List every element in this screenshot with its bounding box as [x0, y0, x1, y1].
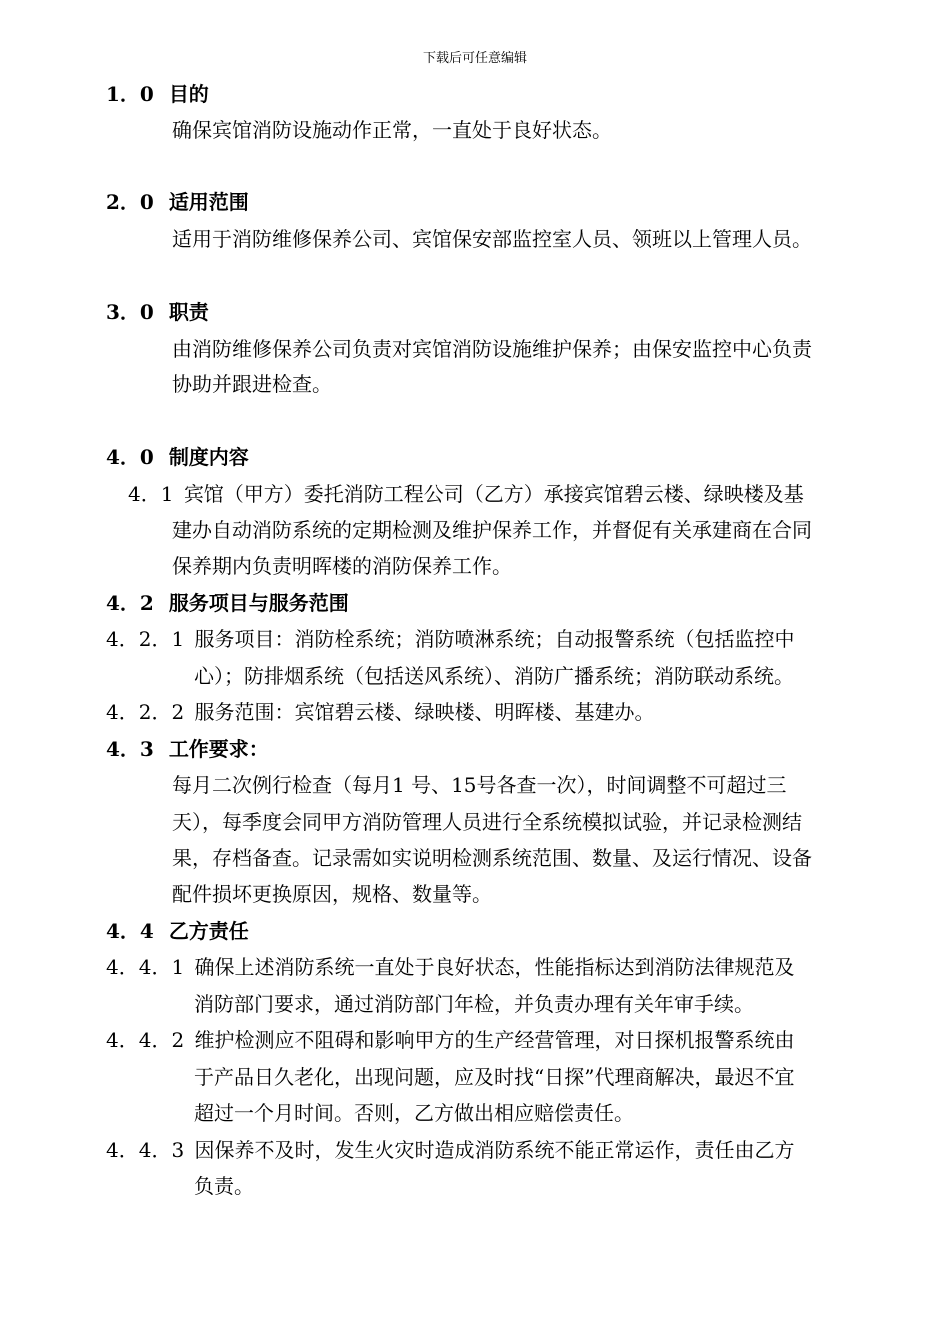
body-text: 每月二次例行检查（每月1 号、15号各查一次），时间调整不可超过三	[172, 773, 787, 797]
section-number: 2．0	[106, 190, 154, 214]
clause-text: 确保上述消防系统一直处于良好状态，性能指标达到消防法律规范及	[194, 955, 795, 979]
section-heading-4-3	[106, 735, 269, 763]
body-text: 配件损坏更换原因，规格、数量等。	[172, 882, 492, 906]
section-heading-4-2	[106, 589, 349, 617]
clause-4-4-1	[106, 953, 795, 981]
section-number: 4．0	[106, 445, 154, 469]
section-title: 乙方责任	[168, 919, 249, 943]
section-heading-4-4	[106, 917, 249, 945]
clause-4-2-2	[106, 698, 655, 726]
section-title: 适用范围	[168, 190, 249, 214]
body-text: 由消防维修保养公司负责对宾馆消防设施维护保养；由保安监控中心负责	[172, 337, 812, 361]
body-text: 适用于消防维修保养公司、宾馆保安部监控室人员、领班以上管理人员。	[172, 227, 812, 251]
section-number: 4．4	[106, 919, 154, 943]
section-title: 工作要求：	[168, 737, 269, 761]
section-heading-1	[106, 80, 209, 108]
clause-4-4-2	[106, 1026, 795, 1054]
clause-number: 4．1	[128, 482, 174, 506]
section-number: 1．0	[106, 82, 154, 106]
clause-text: 维护检测应不阻碍和影响甲方的生产经营管理，对日探机报警系统由	[194, 1028, 795, 1052]
body-text: 协助并跟进检查。	[172, 372, 332, 396]
section-heading-3	[106, 298, 209, 326]
section-title: 服务项目与服务范围	[168, 591, 349, 615]
section-heading-2	[106, 188, 249, 216]
body-text: 确保宾馆消防设施动作正常，一直处于良好状态。	[172, 118, 612, 142]
section-title: 目的	[168, 82, 209, 106]
section-number: 3．0	[106, 300, 154, 324]
clause-text: 服务范围：宾馆碧云楼、绿映楼、明晖楼、基建办。	[194, 700, 655, 724]
body-text: 超过一个月时间。否则，乙方做出相应赔偿责任。	[194, 1101, 634, 1125]
clause-text: 服务项目：消防栓系统；消防喷淋系统；自动报警系统（包括监控中	[194, 627, 795, 651]
page-header: 下载后可任意编辑	[422, 51, 527, 66]
section-heading-4	[106, 443, 249, 471]
clause-number: 4．4．1	[106, 955, 185, 979]
clause-number: 4．4．2	[106, 1028, 185, 1052]
body-text: 天），每季度会同甲方消防管理人员进行全系统模拟试验，并记录检测结	[172, 810, 802, 834]
body-text: 果，存档备查。记录需如实说明检测系统范围、数量、及运行情况、设备	[172, 846, 812, 870]
body-text: 于产品日久老化，出现问题，应及时找“日探”代理商解决，最迟不宜	[194, 1065, 795, 1089]
body-text: 消防部门要求，通过消防部门年检，并负责办理有关年审手续。	[194, 992, 754, 1016]
clause-number: 4．2．1	[106, 627, 185, 651]
section-number: 4．3	[106, 737, 154, 761]
section-title: 制度内容	[168, 445, 249, 469]
clause-text: 宾馆（甲方）委托消防工程公司（乙方）承接宾馆碧云楼、绿映楼及基	[183, 482, 804, 506]
section-number: 4．2	[106, 591, 154, 615]
clause-4-2-1	[106, 625, 795, 653]
body-text: 负责。	[194, 1174, 254, 1198]
body-text: 心）；防排烟系统（包括送风系统）、消防广播系统；消防联动系统。	[194, 664, 794, 688]
section-title: 职责	[168, 300, 209, 324]
clause-text: 因保养不及时，发生火灾时造成消防系统不能正常运作，责任由乙方	[194, 1138, 795, 1162]
body-text: 保养期内负责明晖楼的消防保养工作。	[172, 554, 512, 578]
clause-number: 4．2．2	[106, 700, 185, 724]
clause-4-1	[128, 480, 804, 508]
clause-number: 4．4．3	[106, 1138, 185, 1162]
body-text: 建办自动消防系统的定期检测及维护保养工作，并督促有关承建商在合同	[172, 518, 812, 542]
clause-4-4-3	[106, 1136, 795, 1164]
